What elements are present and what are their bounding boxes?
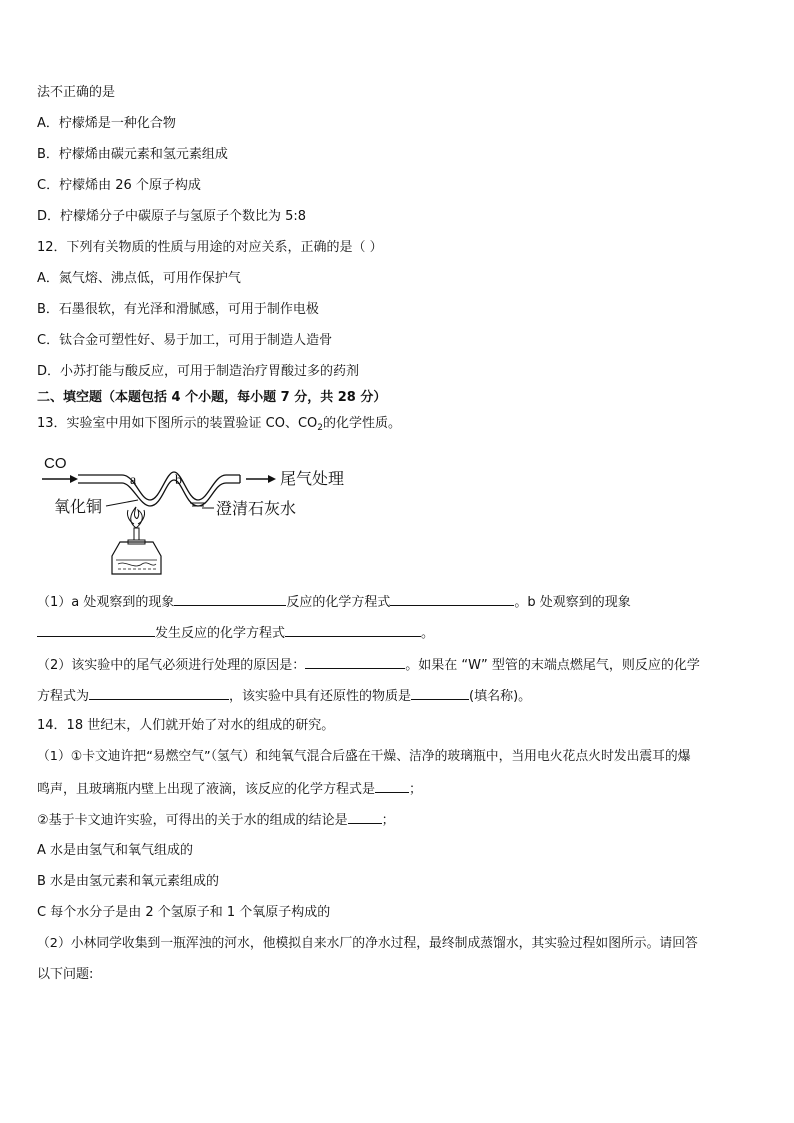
q14-p1-a: 鸣声，且玻璃瓶内壁上出现了液滴，该反应的化学方程式是 (37, 782, 376, 797)
q13-p1-b: 反应的化学方程式 (286, 595, 391, 610)
diagram-a-label: a (130, 473, 137, 488)
q14-p1-d: ； (381, 813, 395, 828)
flame-icon (131, 507, 143, 528)
q12-option-d: D．小苏打能与酸反应，可用于制造治疗胃酸过多的药剂 (37, 364, 360, 379)
q12-stem: 12．下列有关物质的性质与用途的对应关系，正确的是（ ） (37, 240, 383, 255)
answer-blank-conclusion[interactable] (348, 810, 382, 824)
q13-part2-line1 (37, 655, 700, 675)
burner-wick (134, 528, 139, 540)
q14-part1-line2 (37, 779, 422, 799)
q13-stem-post: 的化学性质。 (323, 416, 402, 431)
q14-p1-b: ； (409, 782, 423, 797)
co-arrow-head (70, 475, 78, 483)
q13-p2-b: 。如果在 “W” 型管的末端点燃尾气，则反应的化学 (405, 658, 700, 673)
section-heading: 二、填空题（本题包括 4 个小题，每小题 7 分，共 28 分） (37, 390, 387, 405)
q13-stem-sub: 2 (317, 423, 324, 433)
q14-stem: 14．18 世纪末，人们就开始了对水的组成的研究。 (37, 718, 335, 733)
q13-part1-line1 (37, 592, 631, 612)
q14-option-a: A 水是由氢气和氧气组成的 (37, 843, 194, 858)
q14-p1-c: ②基于卡文迪许实验，可得出的关于水的组成的结论是 (37, 813, 348, 828)
q11-option-c: C．柠檬烯由 26 个原子构成 (37, 178, 201, 193)
answer-blank-a-equation[interactable] (390, 592, 514, 606)
q11-option-d: D．柠檬烯分子中碳原子与氢原子个数比为 5:8 (37, 209, 307, 224)
q11-option-a: A．柠檬烯是一种化合物 (37, 116, 176, 131)
answer-blank-combustion-equation[interactable] (89, 686, 229, 700)
q13-p2-d: ，该实验中具有还原性的物质是 (229, 689, 412, 704)
q13-stem-pre: 13．实验室中用如下图所示的装置验证 CO、CO (37, 416, 318, 431)
q14-part1-line1: （1）①卡文迪许把“易燃空气”（氢气）和纯氧气混合后盛在干燥、洁净的玻璃瓶中，当用电火花点火时发出震耳的爆 (37, 749, 691, 764)
q13-part2-line2 (37, 686, 531, 706)
w-tube-outer (78, 472, 240, 500)
q13-p2-c: 方程式为 (37, 689, 90, 704)
cuo-pointer (106, 500, 138, 506)
q13-part1-line2 (37, 623, 434, 643)
q13-p2-a: （2）该实验中的尾气必须进行处理的原因是： (37, 658, 306, 673)
q12-option-b: B．石墨很软，有光泽和滑腻感，可用于制作电极 (37, 302, 319, 317)
answer-blank-b-phenomenon[interactable] (37, 623, 155, 637)
q11-option-b: B．柠檬烯由碳元素和氢元素组成 (37, 147, 228, 162)
answer-blank-reducing-agent[interactable] (411, 686, 469, 700)
answer-blank-b-equation[interactable] (285, 623, 421, 637)
diagram-tail-gas-label: 尾气处理 (280, 471, 345, 488)
q12-option-c: C．钛合金可塑性好、易于加工，可用于制造人造骨 (37, 333, 333, 348)
answer-blank-reason[interactable] (305, 655, 405, 669)
q14-option-b: B 水是由氢元素和氧元素组成的 (37, 874, 220, 889)
q13-p1-e: 。 (421, 626, 435, 641)
q13-p2-e: (填名称)。 (469, 689, 532, 704)
diagram-cuo-label: 氧化铜 (54, 499, 103, 516)
q13-stem (37, 415, 401, 437)
tail-arrow-head (268, 475, 276, 483)
q14-part1-line3 (37, 810, 395, 830)
q14-part2-line1: （2）小林同学收集到一瓶浑浊的河水，他模拟自来水厂的净水过程，最终制成蒸馏水，其实验过程如图所示。请回答 (37, 936, 698, 951)
q14-option-c: C 每个水分子是由 2 个氢原子和 1 个氧原子构成的 (37, 905, 331, 920)
answer-blank-a-phenomenon[interactable] (174, 592, 286, 606)
q13-p1-a: （1）a 处观察到的现象 (37, 595, 175, 610)
q14-part2-line2: 以下问题: (37, 967, 94, 982)
q13-p1-c: 。b 处观察到的现象 (514, 595, 631, 610)
q11-stem-tail: 法不正确的是 (37, 85, 116, 100)
diagram-b-label: b (175, 473, 182, 488)
apparatus-diagram (40, 452, 370, 582)
q13-p1-d: 发生反应的化学方程式 (155, 626, 286, 641)
diagram-limewater-label: 澄清石灰水 (216, 501, 297, 518)
q12-option-a: A．氮气熔、沸点低，可用作保护气 (37, 271, 241, 286)
diagram-co-label: CO (44, 455, 67, 472)
answer-blank-h2-o2-equation[interactable] (375, 779, 409, 793)
